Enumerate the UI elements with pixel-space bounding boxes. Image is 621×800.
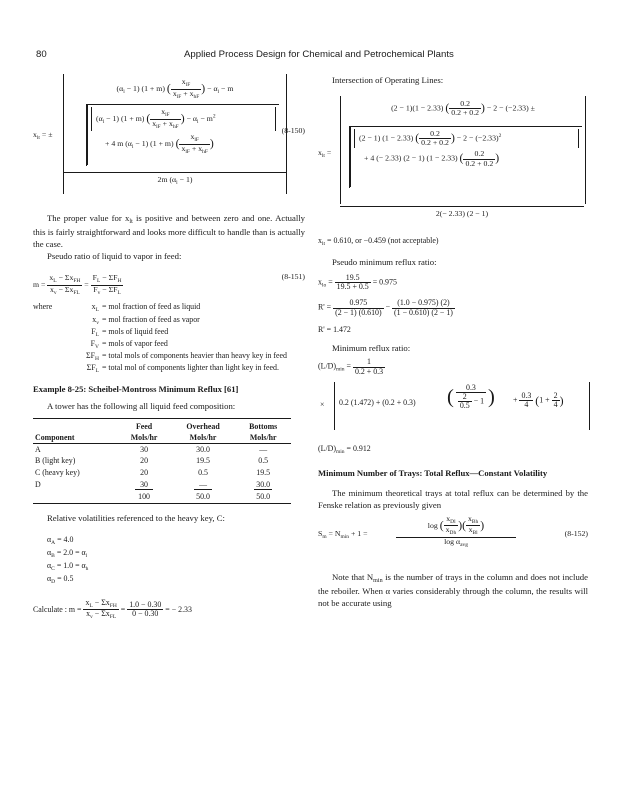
table-total-row: 100 50.0 50.0 (33, 492, 291, 504)
definition-row: $F_V$ = mols of vapor feed (90, 338, 168, 350)
rprime-equation: R' = $\frac{0.975}{(2 - 1) (0.610)}$ − $\frac{(1.0 - 0.975) (2)}{(1 - 0.610) (2 - 1)}$ (318, 298, 453, 317)
definition-row: $\Sigma F_L$ = total mol of components lighter than light key in feed. (86, 363, 279, 375)
ld-min-equation: $(L/D)_{min}$ = $\frac{1}{0.2 + 0.3}$ (318, 357, 384, 376)
table-row: D 30 — 30.0 (33, 479, 291, 492)
eq-lhs-sub: lt (36, 135, 40, 141)
definition-row: where $x_L$ = mol fraction of feed as liquid (33, 302, 201, 314)
pseudo-min-heading: Pseudo minimum reflux ratio: (332, 256, 437, 267)
definition-row: $\Sigma F_H$ = total mols of components heavier than heavy key in feed (86, 351, 288, 363)
ld-bracket-expression: × 0.2 (1.472) + (0.2 + 0.3) ( 0.3 $\frac{2}{0.5}$ − 1 ) + $\frac{0.3}{4}$ (1 + $\frac{2}{4}$ ) (318, 382, 588, 432)
alpha-row: $\alpha_A = 4.0$ (47, 535, 74, 547)
paragraph-fenske: The minimum theoretical trays at total reflux can be determined by the Fenske relation as previously given (318, 487, 588, 510)
table-header-row-1: Feed Overhead Bottoms (33, 418, 291, 432)
eq-number-8-150: (8-150) (281, 126, 305, 135)
eq150-numerator-row1: $(\alpha_l - 1) (1 + m)$ ( $\frac{x_{lF}}{x_{lF} + x_{hF}}$ ) − $\alpha_l - m$ (116, 77, 234, 100)
xlt-sqrt: (2 − 1) (1 − 2.33) ( $\frac{0.2}{0.2 + 0.2}$ ) − $2 - (-2.33)^2$ + 4 (− 2.33) (2 − 1) (1 − 2.33) ( $\frac{0.2}{0.2 + 0.2}$ ) (349, 126, 582, 188)
rprime-result: R' = 1.472 (318, 324, 351, 334)
eq150-denominator: 2m $(\alpha_l - 1)$ (64, 172, 286, 187)
running-title: Applied Process Design for Chemical and Petrochemical Plants (184, 49, 454, 60)
eq-number-8-151: (8-151) (281, 272, 305, 282)
ld-bracket: 0.2 (1.472) + (0.2 + 0.3) ( 0.3 $\frac{2}{0.5}$ − 1 ) + $\frac{0.3}{4}$ (1 + $\frac{2}{4}$ ) (334, 382, 590, 430)
ld-min-result: $(L/D)_{min} = 0.912$ (318, 443, 371, 455)
eq150-sqrt: $(\alpha_l - 1) (1 + m)$ ( $\frac{x_{lF}}{x_{lF} + x_{hF}}$ ) − $\alpha_l - m^2$ + 4 m $(\alpha_l - 1) (1 + m)$ ( $\frac{x_{lF}}{x_{lF} + x_{hF}}$ ) (86, 104, 279, 166)
definitions-list (33, 302, 305, 375)
eq-pm: ± (48, 130, 53, 139)
definition-row: $F_L$ = mols of liquid feed (91, 326, 169, 338)
table-header-row-2: Component Mols/hr Mols/hr Mols/hr (33, 432, 291, 444)
xlt-result: $x_{lt} = 0.610$, or −0.459 (not acceptable) (318, 236, 439, 247)
example-title: Example 8-25: Scheibel-Montross Minimum Reflux [61] (33, 383, 239, 394)
left-column (33, 74, 305, 621)
right-column (318, 74, 588, 609)
section-heading-min-trays: Minimum Number of Trays: Total Reflux—Constant Volatility (318, 467, 548, 478)
eq-lhs: x (33, 130, 37, 139)
paragraph-proper-value: The proper value for $x_{lt}$ is positive and between zero and one. Actually this is fairly straightforward and looks more difficult to handle than is actually the case. (33, 213, 305, 250)
paragraph-note-nmin: Note that $N_{min}$ is the number of trays in the column and does not include the reboiler. When α varies considerably through the column, the results will not be accurate using (318, 571, 588, 609)
equation-8-151: m = $\frac{x_L - \Sigma x_{FH}}{x_v - \Sigma x_{FL}}$ = $\frac{F_L - \Sigma F_H}{F_v - \Sigma F_L}$ (8-151) (33, 272, 305, 297)
alpha-list (33, 534, 305, 586)
xlo-equation: $x_{lo}$ = $\frac{19.5}{19.5 + 0.5}$ = 0.975 (318, 272, 397, 291)
intersection-heading: Intersection of Operating Lines: (332, 75, 444, 85)
xlt-bracket: (2 − 1)(1 − 2.33) ( $\frac{0.2}{0.2 + 0.2}$ ) − 2 − (−2.33) ± (2 − 1) (1 − 2.33) ( $\frac{0.2}{0.2 + 0.2}$ ) − $2 - (-2.33)^2$ + 4 (− 2.33) (2 − 1) (1 − 2.33) ( $\frac{0.2}{0.2 + 0.2}$ ) (340, 96, 586, 204)
alpha-row: $\alpha_D = 0.5$ (47, 574, 74, 586)
example-intro: A tower has the following all liquid feed composition: (47, 400, 236, 411)
page-number: 80 (36, 49, 47, 60)
calculate-m: Calculate : m = $\frac{x_L - \Sigma x_{FH}}{x_v - \Sigma x_{FL}}$ = $\frac{1.0 - 0.30}{0 - 0.30}$ = − 2.33 (33, 597, 192, 621)
eq-number-8-152: (8-152) (564, 528, 588, 538)
relative-volatility-intro: Relative volatilities referenced to the heavy key, C: (47, 513, 225, 524)
alpha-row: $\alpha_B = 2.0 = \alpha_l$ (47, 548, 88, 560)
feed-composition-table (33, 418, 291, 505)
paragraph-pseudo-ratio: Pseudo ratio of liquid to vapor in feed: (47, 251, 182, 262)
xlt-denominator: 2(− 2.33) (2 − 1) (340, 206, 584, 218)
min-reflux-heading: Minimum reflux ratio: (332, 343, 411, 354)
definition-row: $x_v$ = mol fraction of feed as vapor (92, 314, 200, 326)
table-row: B (light key) 20 19.5 0.5 (35, 456, 269, 466)
table-row: C (heavy key) 20 0.5 19.5 (35, 467, 271, 477)
equation-8-152: $S_m = N_{min} + 1$ = log ( $\frac{x_{Dl}}{x_{Dh}}$ )( $\frac{x_{Bh}}{x_{Bl}}$ ) $\log \alpha_{avg}$ (8-152) (318, 513, 588, 549)
table-row: A 30 30.0 — (35, 444, 268, 454)
equation-8-150: $x_{lt}$ = ± $(\alpha_l - 1) (1 + m)$ ( $\frac{x_{lF}}{x_{lF} + x_{hF}}$ ) − $\alpha_l - m$ $(\alpha_l - 1) (1 + m)$ ( $\frac{x_{lF}}{x_{lF} + x_{hF}}$ ) − $\alpha_l - m^2$ + 4 m $(\alpha_l - 1) (1 + m)$ ( $\frac{x_{lF}}{x_{lF} + x_{hF}}$ ) 2m $(\alpha_l - 1)$ (8-150) (33, 74, 305, 206)
alpha-row: $\alpha_C = 1.0 = \alpha_h$ (47, 561, 89, 573)
xlt-numeric-equation: $x_{lt}$ = (2 − 1)(1 − 2.33) ( $\frac{0.2}{0.2 + 0.2}$ ) − 2 − (−2.33) ± (2 − 1) (1 − 2.33) ( $\frac{0.2}{0.2 + 0.2}$ ) − $2 - (-2.33)^2$ + 4 (− 2.33) (2 − 1) (1 − 2.33) ( $\frac{0.2}{0.2 + 0.2}$ ) 2(− 2.33) (2 − 1) (318, 96, 588, 224)
eq150-bracket (63, 74, 287, 194)
